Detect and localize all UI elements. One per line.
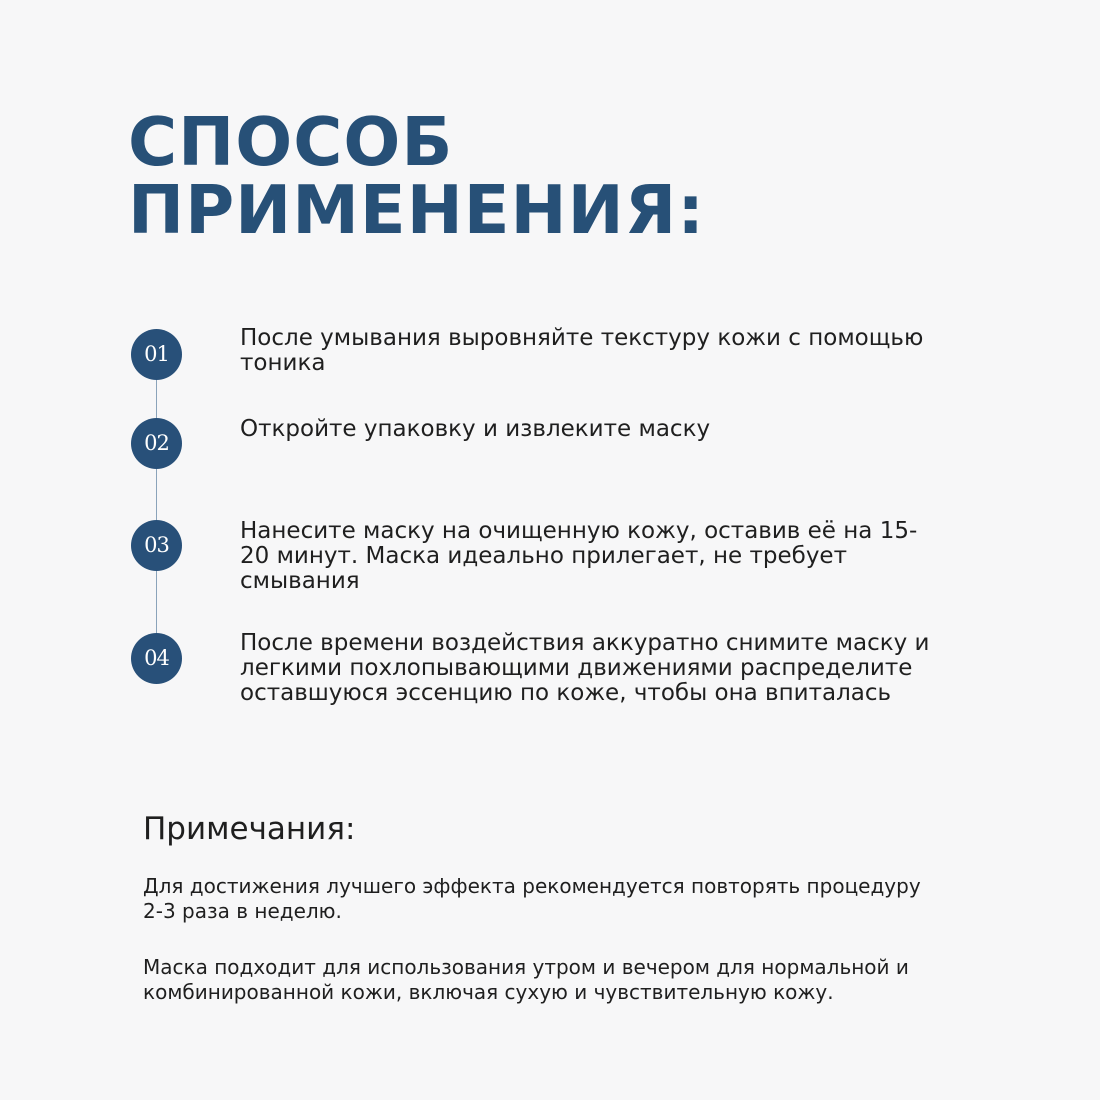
step-2-number-badge: 02 (131, 418, 182, 469)
notes-heading: Примечания: (143, 811, 356, 847)
timeline-connector (156, 355, 157, 660)
step-2-text: Откройте упаковку и извлеките маску (240, 416, 711, 442)
step-3-number-badge: 03 (131, 520, 182, 571)
step-3-text: Нанесите маску на очищенную кожу, оставив её на 15-20 минут. Маска идеально прилегает, не требует смывания (240, 518, 918, 594)
note-2: Маска подходит для использования утром и вечером для нормальной и комбинированной кожи, включая сухую и чувствительную кожу. (143, 955, 909, 1004)
step-4-number-badge: 04 (131, 633, 182, 684)
note-1: Для достижения лучшего эффекта рекомендуется повторять процедуру 2-3 раза в неделю. (143, 874, 921, 923)
title-line-1: СПОСОБ (128, 103, 454, 181)
page-title (128, 103, 706, 249)
step-4-text: После времени воздействия аккуратно снимите маску и легкими похлопывающими движениями распределите оставшуюся эссенцию по коже, чтобы она впиталась (240, 630, 930, 706)
title-line-2: ПРИМЕНЕНИЯ: (128, 171, 706, 249)
step-1-number-badge: 01 (131, 329, 182, 380)
step-1-text: После умывания выровняйте текстуру кожи с помощью тоника (240, 325, 924, 376)
